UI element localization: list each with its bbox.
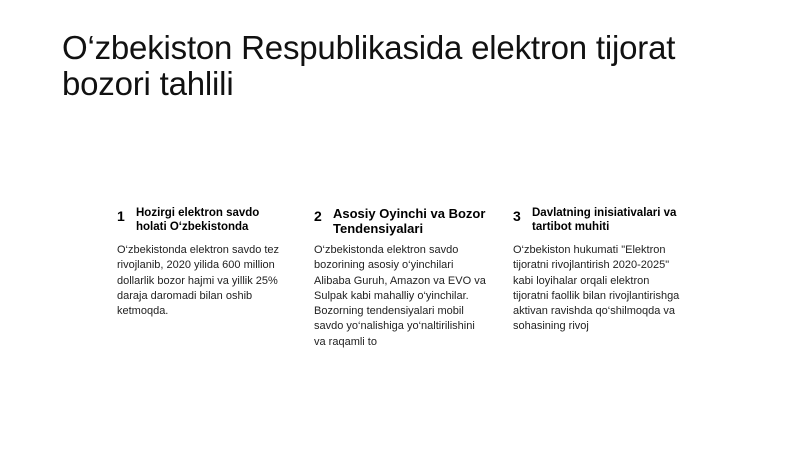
column-number: 3 — [513, 208, 521, 224]
column-body: O‘zbekistonda elektron savdo tez rivojlanib, 2020 yilida 600 million dollarlik bozor hajmi va yillik 25% daraja daromadi bilan oshib ketmoqda. — [117, 244, 280, 318]
column-heading: Asosiy Oyinchi va Bozor Tendensiyalari — [333, 206, 486, 236]
column-body: O‘zbekistonda elektron savdo bozorining asosiy o‘yinchilari Alibaba Guruh, Amazon va EVO va Sulpak kabi mahalliy o‘yinchilar. Bozorning tendensiyalari mobil savdo yo‘nalishiga yo‘naltirilishini va raqamli to — [314, 244, 486, 348]
column-heading: Hozirgi elektron savdo holati O‘zbekistonda — [136, 207, 260, 233]
column-number: 1 — [117, 208, 125, 224]
column-number: 2 — [314, 208, 322, 224]
column-heading: Davlatning inisiativalari va tartibot muhiti — [532, 207, 677, 233]
slide-title: O‘zbekiston Respublikasida elektron tijorat bozori tahlili — [62, 29, 676, 102]
column-body: O‘zbekiston hukumati "Elektron tijoratni rivojlantirish 2020-2025" kabi loyihalar orqali elektron tijoratni faollik bilan rivojlantirishga aktivan ravishda qo‘shilmoqda va sohasining rivoj — [513, 244, 680, 333]
